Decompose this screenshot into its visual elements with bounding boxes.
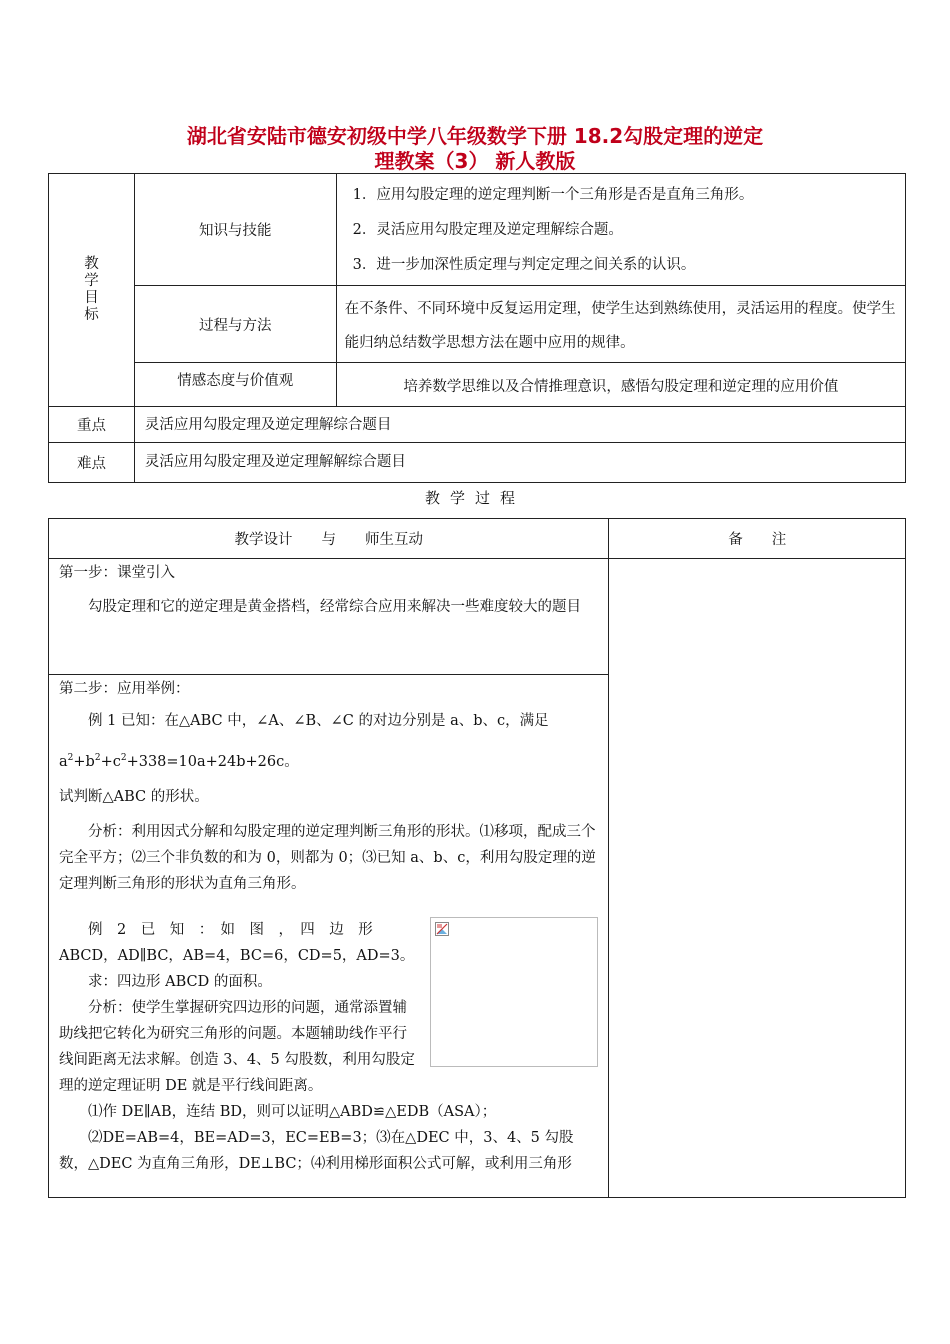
notes-cell	[609, 559, 906, 1198]
example2-text: 例 2 已 知 ： 如 图 ， 四 边 形 ABCD，AD∥BC，AB=4，BC=6，CD=5，AD=3。	[59, 921, 415, 964]
goals-label-text: 教学目标	[84, 256, 99, 323]
figure-placeholder	[430, 917, 598, 1067]
emotion-text: 培养数学思维以及合情推理意识，感悟勾股定理和逆定理的应用价值	[336, 363, 905, 407]
step2-cell	[49, 675, 609, 1198]
goals-label	[49, 174, 135, 407]
broken-image-icon	[435, 922, 449, 936]
example1-equation: $a^2+b^2+c^2+338=10a+24b+26c$。	[59, 753, 299, 770]
knowledge-item-3: 3．进一步加深性质定理与判定定理之间关系的认识。	[352, 257, 696, 273]
difficulty-label: 难点	[49, 443, 135, 483]
step1-cell	[49, 559, 609, 675]
example1-text: 例 1 已知：在△ABC 中，∠A、∠B、∠C 的对边分别是 a、b、c，满足	[88, 713, 549, 729]
process-table	[48, 518, 906, 1198]
knowledge-item-1: 1．应用勾股定理的逆定理判断一个三角形是否是直角三角形。	[352, 187, 754, 203]
example2-step1: ⑴作 DE∥AB，连结 BD，则可以证明△ABD≌△EDB（ASA）；	[88, 1103, 497, 1120]
process-label: 过程与方法	[134, 286, 336, 363]
process-text: 在不条件、不同环境中反复运用定理，使学生达到熟练使用，灵活运用的程度。使学生能归纳总结数学思想方法在题中应用的规律。	[336, 286, 905, 363]
document-title-line1: 湖北省安陆市德安初级中学八年级数学下册 18.2勾股定理的逆定	[186, 124, 764, 148]
step1-title: 第一步：课堂引入	[59, 565, 175, 581]
example1-analysis: 分析：利用因式分解和勾股定理的逆定理判断三角形的形状。⑴移项，配成三个完全平方；⑵三个非负数的和为 0，则都为 0；⑶已知 a、b、c，利用勾股定理的逆定理判断三角形的形状为直角三角形。	[59, 823, 596, 892]
document-title-line2: 理教案（3） 新人教版	[374, 149, 576, 173]
emotion-label: 情感态度与价值观	[134, 363, 336, 407]
example2-step2: ⑵DE=AB=4，BE=AD=3，EC=EB=3；⑶在△DEC 中，3、4、5 勾股数，△DEC 为直角三角形，DE⊥BC；⑷利用梯形面积公式可解，或利用三角形	[59, 1129, 574, 1172]
key-point-label: 重点	[49, 407, 135, 443]
knowledge-label: 知识与技能	[134, 174, 336, 286]
example1-question: 试判断△ABC 的形状。	[59, 788, 209, 805]
key-point-text: 灵活应用勾股定理及逆定理解综合题目	[134, 407, 905, 443]
step1-text: 勾股定理和它的逆定理是黄金搭档，经常综合应用来解决一些难度较大的题目	[88, 599, 581, 615]
knowledge-item-2: 2．灵活应用勾股定理及逆定理解综合题。	[352, 222, 623, 238]
example2-analysis: 分析：使学生掌握研究四边形的问题，通常添置辅助线把它转化为研究三角形的问题。本题辅助线作平行线间距离无法求解。创造 3、4、5 勾股数，利用勾股定理的逆定理证明 DE 就是平行线间距离。	[59, 999, 415, 1094]
process-heading: 教学过程	[424, 489, 525, 507]
example2-question: 求：四边形 ABCD 的面积。	[88, 973, 272, 990]
design-header: 教学设计 与 师生互动	[49, 519, 609, 559]
notes-header: 备 注	[609, 519, 906, 559]
step2-title: 第二步：应用举例：	[59, 681, 190, 697]
objectives-table	[48, 173, 906, 483]
knowledge-items	[336, 174, 905, 286]
difficulty-text: 灵活应用勾股定理及逆定理解解综合题目	[134, 443, 905, 483]
